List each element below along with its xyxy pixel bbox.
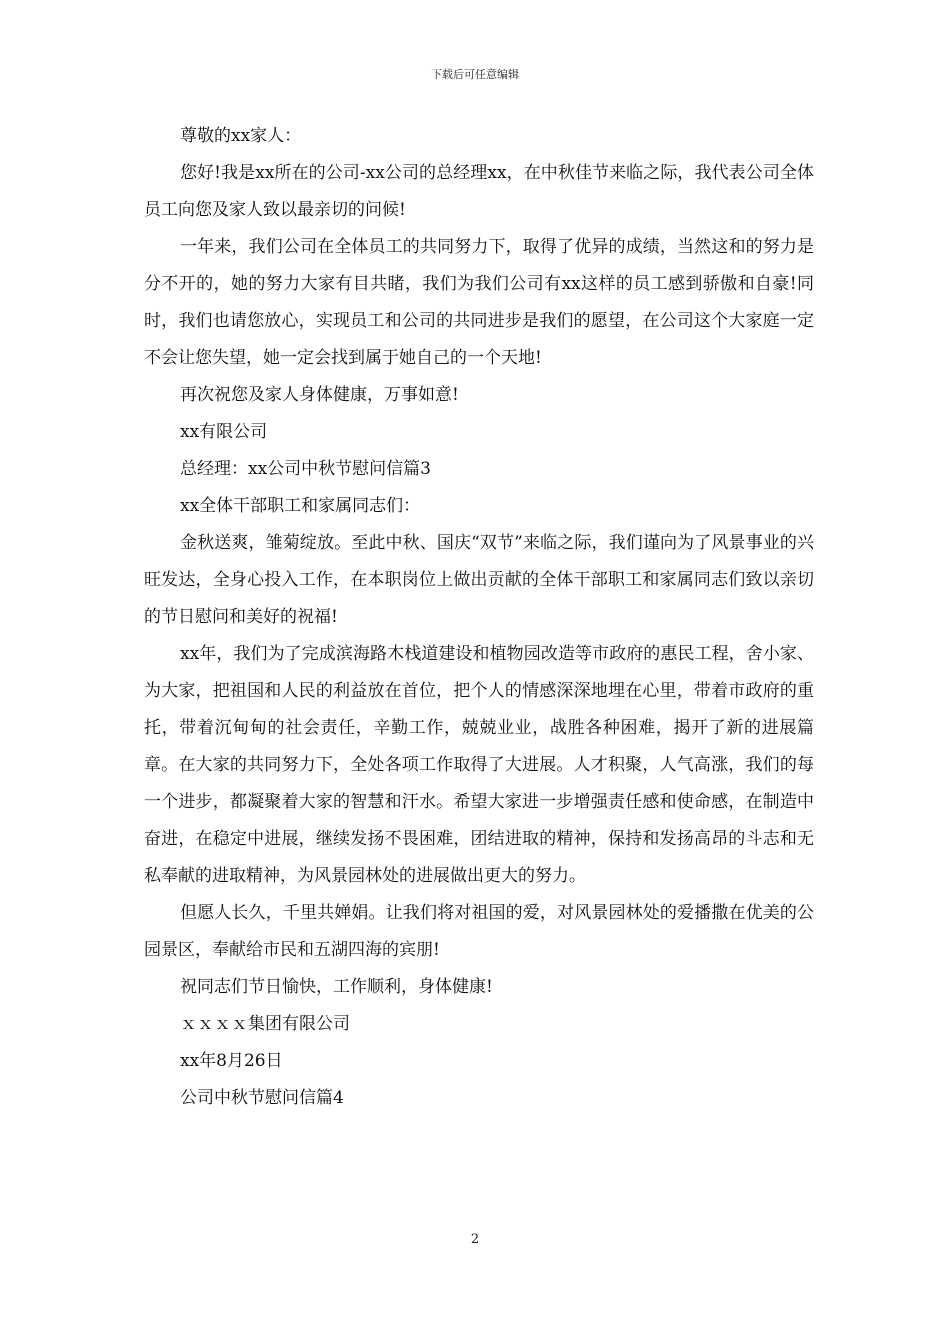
paragraph: 祝同志们节日愉快，工作顺利，身体健康! [180,977,493,997]
page-number: 2 [470,1232,480,1247]
paragraph: 一年来，我们公司在全体员工的共同努力下，取得了优异的成绩，当然这和的努力是分不开的，她的努力大家有目共睹，我们为我们公司有xx这样的员工感到骄傲和自豪!同时，我们也请您放心，实现员工和公司的共同进步是我们的愿望，在公司这个大家庭一定不会让您失望，她一定会找到属于她自己的一个天地! [144,237,814,368]
salutation: xx全体干部职工和家属同志们： [180,496,421,516]
document-body [144,118,814,1117]
paragraph: 金秋送爽，雏菊绽放。至此中秋、国庆“双节”来临之际，我们谨向为了风景事业的兴旺发达，全身心投入工作，在本职岗位上做出贡献的全体干部职工和家属同志们致以亲切的节日慰问和美好的祝福! [144,533,814,627]
paragraph: 您好!我是xx所在的公司-xx公司的总经理xx，在中秋佳节来临之际，我代表公司全体员工向您及家人致以最亲切的问候! [144,163,814,220]
salutation: 尊敬的xx家人： [180,126,302,146]
signature-company: xx有限公司 [180,422,268,442]
paragraph: 再次祝您及家人身体健康，万事如意! [180,385,459,405]
section-title: 公司中秋节慰问信篇4 [180,1088,344,1108]
signature-date: xx年8月26日 [180,1051,283,1071]
page-header: 下载后可任意编辑 [431,68,519,81]
paragraph: 但愿人长久，千里共婵娟。让我们将对祖国的爱，对风景园林处的爱播撒在优美的公园景区，奉献给市民和五湖四海的宾朋! [144,903,814,960]
signature-company: ｘｘｘｘ集团有限公司 [180,1014,350,1034]
section-title: 总经理：xx公司中秋节慰问信篇3 [180,459,431,479]
paragraph: xx年，我们为了完成滨海路木栈道建设和植物园改造等市政府的惠民工程，舍小家、为大家，把祖国和人民的利益放在首位，把个人的情感深深地埋在心里，带着市政府的重托，带着沉甸甸的社会责任，辛勤工作，兢兢业业，战胜各种困难，揭开了新的进展篇章。在大家的共同努力下，全处各项工作取得了大进展。人才积聚，人气高涨，我们的每一个进步，都凝聚着大家的智慧和汗水。希望大家进一步增强责任感和使命感，在制造中奋进，在稳定中进展，继续发扬不畏困难，团结进取的精神，保持和发扬高昂的斗志和无私奉献的进取精神，为风景园林处的进展做出更大的努力。 [144,644,814,886]
